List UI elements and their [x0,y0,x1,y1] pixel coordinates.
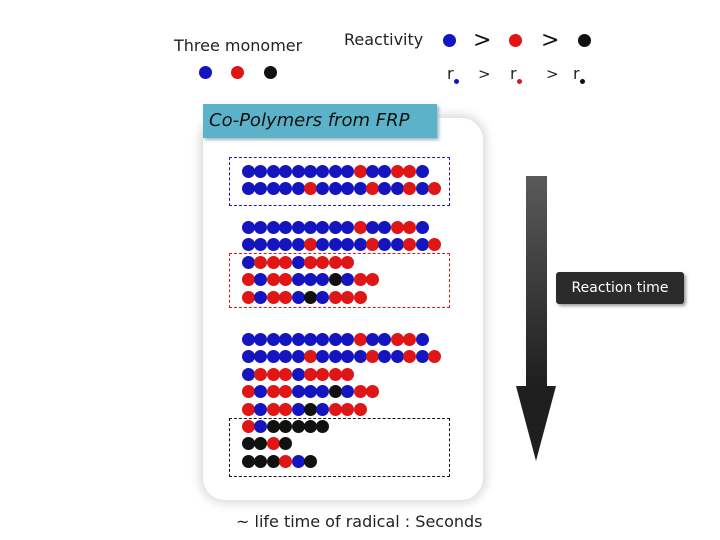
reactivity-label: Reactivity [344,30,424,49]
monomer-unit [354,291,367,304]
monomer-unit [267,273,280,286]
monomer-unit [304,165,317,178]
monomer-black-dot [264,66,277,79]
monomer-unit [316,403,329,416]
monomer-unit [267,385,280,398]
monomer-unit [292,291,305,304]
monomer-unit [366,221,379,234]
rate-black-dot [580,79,585,84]
monomer-unit [242,165,255,178]
monomer-blue-dot [199,66,212,79]
monomer-unit [354,273,367,286]
reactivity-red-dot [509,34,522,47]
monomer-unit [254,291,267,304]
monomer-unit [354,165,367,178]
rate-r-blue: r [447,64,454,83]
monomer-unit [329,368,342,381]
monomer-unit [267,368,280,381]
monomer-unit [354,385,367,398]
monomer-unit [391,333,404,346]
monomer-unit [292,368,305,381]
monomer-unit [279,291,292,304]
reaction-arrow-head [516,386,556,461]
monomer-unit [267,403,280,416]
monomer-unit [267,420,280,433]
monomer-unit [354,221,367,234]
monomer-unit [292,165,305,178]
monomer-unit [329,403,342,416]
monomer-unit [292,403,305,416]
monomer-unit [279,256,292,269]
monomer-unit [391,221,404,234]
monomer-unit [279,368,292,381]
monomer-unit [416,333,429,346]
monomer-unit [304,368,317,381]
monomer-unit [329,165,342,178]
monomer-unit [292,333,305,346]
monomer-unit [316,291,329,304]
monomer-unit [267,333,280,346]
footer-caption: ~ life time of radical : Seconds [236,512,483,531]
monomer-unit [366,333,379,346]
monomer-unit [292,182,305,195]
reactivity-gt-1: > [473,28,492,53]
monomer-unit [354,238,367,251]
monomer-unit [329,385,342,398]
monomer-unit [341,403,354,416]
monomer-unit [341,368,354,381]
rate-gt-1: > [478,65,491,83]
monomer-unit [304,455,317,468]
monomer-unit [267,256,280,269]
monomer-unit [267,165,280,178]
monomer-unit [267,221,280,234]
monomer-unit [292,385,305,398]
monomer-unit [304,291,317,304]
rate-r-red: r [510,64,517,83]
monomer-unit [242,291,255,304]
monomer-unit [416,182,429,195]
monomer-unit [416,221,429,234]
monomer-unit [329,333,342,346]
rate-blue-dot [454,79,459,84]
monomer-unit [304,221,317,234]
monomer-unit [279,455,292,468]
monomer-unit [292,350,305,363]
monomer-unit [341,256,354,269]
monomer-unit [304,256,317,269]
monomer-unit [329,291,342,304]
monomer-unit [242,368,255,381]
monomer-unit [267,291,280,304]
monomer-unit [242,420,255,433]
monomer-unit [354,403,367,416]
reactivity-blue-dot [443,34,456,47]
monomer-unit [416,350,429,363]
panel-title: Co-Polymers from FRP [203,104,437,138]
monomer-unit [329,256,342,269]
monomer-unit [292,238,305,251]
reaction-time-label: Reaction time [556,272,684,304]
reactivity-black-dot [578,34,591,47]
monomer-unit [292,256,305,269]
monomer-unit [292,420,305,433]
monomer-unit [292,273,305,286]
monomer-unit [304,403,317,416]
monomer-unit [329,221,342,234]
monomer-unit [242,333,255,346]
monomer-unit [254,403,267,416]
monomer-unit [354,333,367,346]
monomer-unit [354,350,367,363]
rate-r-black: r [573,64,580,83]
monomer-unit [242,455,255,468]
monomer-unit [341,291,354,304]
monomer-unit [329,273,342,286]
monomer-label: Three monomer [174,36,303,55]
monomer-red-dot [231,66,244,79]
monomer-unit [391,165,404,178]
rate-red-dot [517,79,522,84]
monomer-unit [366,165,379,178]
monomer-unit [292,221,305,234]
monomer-unit [416,238,429,251]
monomer-unit [416,165,429,178]
monomer-unit [304,333,317,346]
monomer-unit [242,256,255,269]
monomer-unit [304,420,317,433]
monomer-unit [279,403,292,416]
monomer-unit [242,221,255,234]
monomer-unit [267,455,280,468]
monomer-unit [354,182,367,195]
reaction-arrow-shaft [526,176,547,388]
monomer-unit [242,403,255,416]
reactivity-gt-2: > [541,28,560,53]
monomer-unit [292,455,305,468]
rate-gt-2: > [546,65,559,83]
